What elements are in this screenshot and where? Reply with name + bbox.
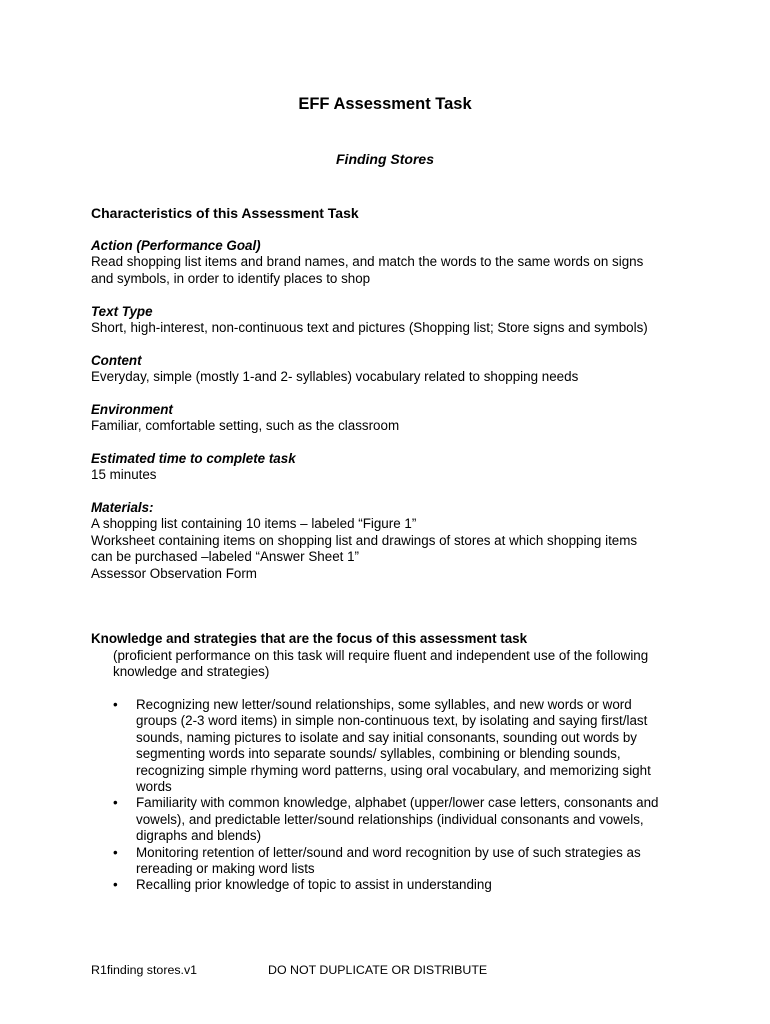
knowledge-heading: Knowledge and strategies that are the focus of this assessment task bbox=[91, 631, 528, 646]
section-content bbox=[91, 353, 691, 386]
bullet-icon: • bbox=[113, 844, 118, 860]
section-text-line: A shopping list containing 10 items – labeled “Figure 1” bbox=[91, 516, 417, 532]
section-label: Action (Performance Goal) bbox=[91, 238, 261, 253]
bullet-text-line: segmenting words into separate sounds/ syllables, combining or blending sounds, bbox=[136, 746, 621, 762]
section-label: Environment bbox=[91, 402, 173, 417]
footer-notice: DO NOT DUPLICATE OR DISTRIBUTE bbox=[268, 963, 488, 977]
characteristics-heading: Characteristics of this Assessment Task bbox=[91, 205, 359, 221]
document-subtitle: Finding Stores bbox=[336, 151, 434, 167]
knowledge-intro bbox=[113, 648, 648, 681]
bullet-text-line: groups (2-3 word items) in simple non-continuous text, by isolating and saying first/last bbox=[136, 713, 648, 729]
section-text-line: 15 minutes bbox=[91, 467, 157, 483]
section-label: Materials: bbox=[91, 500, 154, 515]
bullet-item bbox=[113, 795, 713, 844]
section-text-type bbox=[91, 304, 691, 337]
bullet-text-line: sounds, naming pictures to isolate and say initial consonants, sounding out words by bbox=[136, 729, 637, 745]
section-text-line: Short, high-interest, non-continuous text and pictures (Shopping list; Store signs and symbols) bbox=[91, 320, 648, 336]
bullet-item bbox=[113, 845, 713, 878]
section-text-line: Read shopping list items and brand names, and match the words to the same words on signs bbox=[91, 254, 644, 270]
section-text-line: Everyday, simple (mostly 1-and 2- syllables) vocabulary related to shopping needs bbox=[91, 369, 579, 385]
section-label: Content bbox=[91, 353, 142, 368]
bullet-text-line: Recalling prior knowledge of topic to assist in understanding bbox=[136, 877, 492, 893]
footer-file-name: R1finding stores.v1 bbox=[91, 963, 198, 977]
section-label: Text Type bbox=[91, 304, 153, 319]
bullet-text-line: Recognizing new letter/sound relationships, some syllables, and new words or word bbox=[136, 697, 632, 712]
section-text-line: Familiar, comfortable setting, such as the classroom bbox=[91, 418, 400, 434]
bullet-text-line: recognizing simple rhyming word patterns, using oral vocabulary, and memorizing sight bbox=[136, 762, 651, 778]
bullet-text-line: words bbox=[136, 779, 172, 795]
bullet-icon: • bbox=[113, 877, 118, 893]
section-action bbox=[91, 238, 691, 287]
bullet-text-line: vowels), and predictable letter/sound relationships (individual consonants and vowels, bbox=[136, 811, 644, 827]
section-text-line: Worksheet containing items on shopping list and drawings of stores at which shopping items bbox=[91, 532, 638, 548]
knowledge-intro-line: (proficient performance on this task will require fluent and independent use of the following bbox=[113, 648, 649, 663]
knowledge-intro-line: knowledge and strategies) bbox=[113, 664, 270, 680]
section-text-line: can be purchased –labeled “Answer Sheet 1” bbox=[91, 549, 359, 565]
bullet-text-line: Monitoring retention of letter/sound and word recognition by use of such strategies as bbox=[136, 844, 641, 860]
section-text-line: Assessor Observation Form bbox=[91, 565, 257, 581]
section-label: Estimated time to complete task bbox=[91, 451, 296, 466]
bullet-item bbox=[113, 697, 713, 795]
bullet-text-line: Familiarity with common knowledge, alphabet (upper/lower case letters, consonants and bbox=[136, 795, 659, 811]
bullet-text-line: digraphs and blends) bbox=[136, 828, 262, 844]
bullet-icon: • bbox=[113, 697, 118, 712]
section-estimated-time bbox=[91, 451, 691, 484]
bullet-icon: • bbox=[113, 795, 118, 811]
document-title: EFF Assessment Task bbox=[298, 95, 472, 113]
section-text-line: and symbols, in order to identify places to shop bbox=[91, 270, 371, 286]
knowledge-bullet-list bbox=[113, 697, 713, 894]
bullet-text-line: rereading or making word lists bbox=[136, 861, 315, 877]
bullet-item bbox=[113, 877, 713, 893]
section-materials bbox=[91, 500, 691, 582]
section-environment bbox=[91, 402, 691, 435]
